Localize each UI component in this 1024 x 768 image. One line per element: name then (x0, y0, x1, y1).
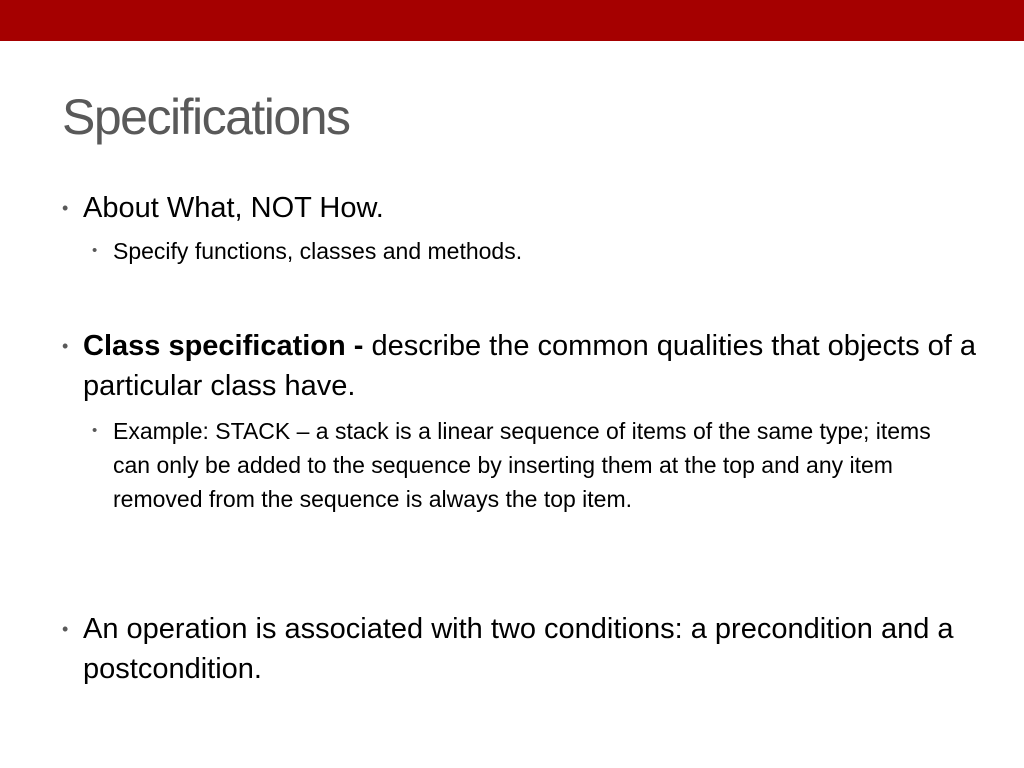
bullet-text: Specify functions, classes and methods. (113, 238, 523, 264)
bullet-text: An operation is associated with two conditions: a precondition and a postcondition. (83, 613, 954, 685)
bullet-marker: • (62, 619, 69, 639)
bullet-text (83, 326, 982, 406)
top-accent-bar (0, 0, 1024, 41)
bullet-text: Example: STACK – a stack is a linear sequence of items of the same type; items can only be added to the sequence by inserting them at the top and any item removed from the sequence is always the top item. (113, 418, 931, 512)
sub-bullet-stack-example (92, 414, 972, 516)
bullet-bold-term: Class specification - (83, 330, 372, 362)
bullet-about-what (62, 188, 982, 228)
bullet-marker: • (62, 198, 69, 218)
bullet-description: describe the common qualities that objects of a particular class have. (83, 330, 976, 402)
bullet-marker: • (92, 422, 98, 439)
sub-bullet-specify-functions (92, 234, 972, 268)
slide-title: Specifications (62, 89, 350, 145)
bullet-text: About What, NOT How. (83, 192, 384, 224)
bullet-operation-conditions (62, 609, 982, 689)
bullet-class-specification (62, 326, 982, 406)
bullet-marker: • (62, 336, 69, 356)
bullet-marker: • (92, 242, 98, 259)
